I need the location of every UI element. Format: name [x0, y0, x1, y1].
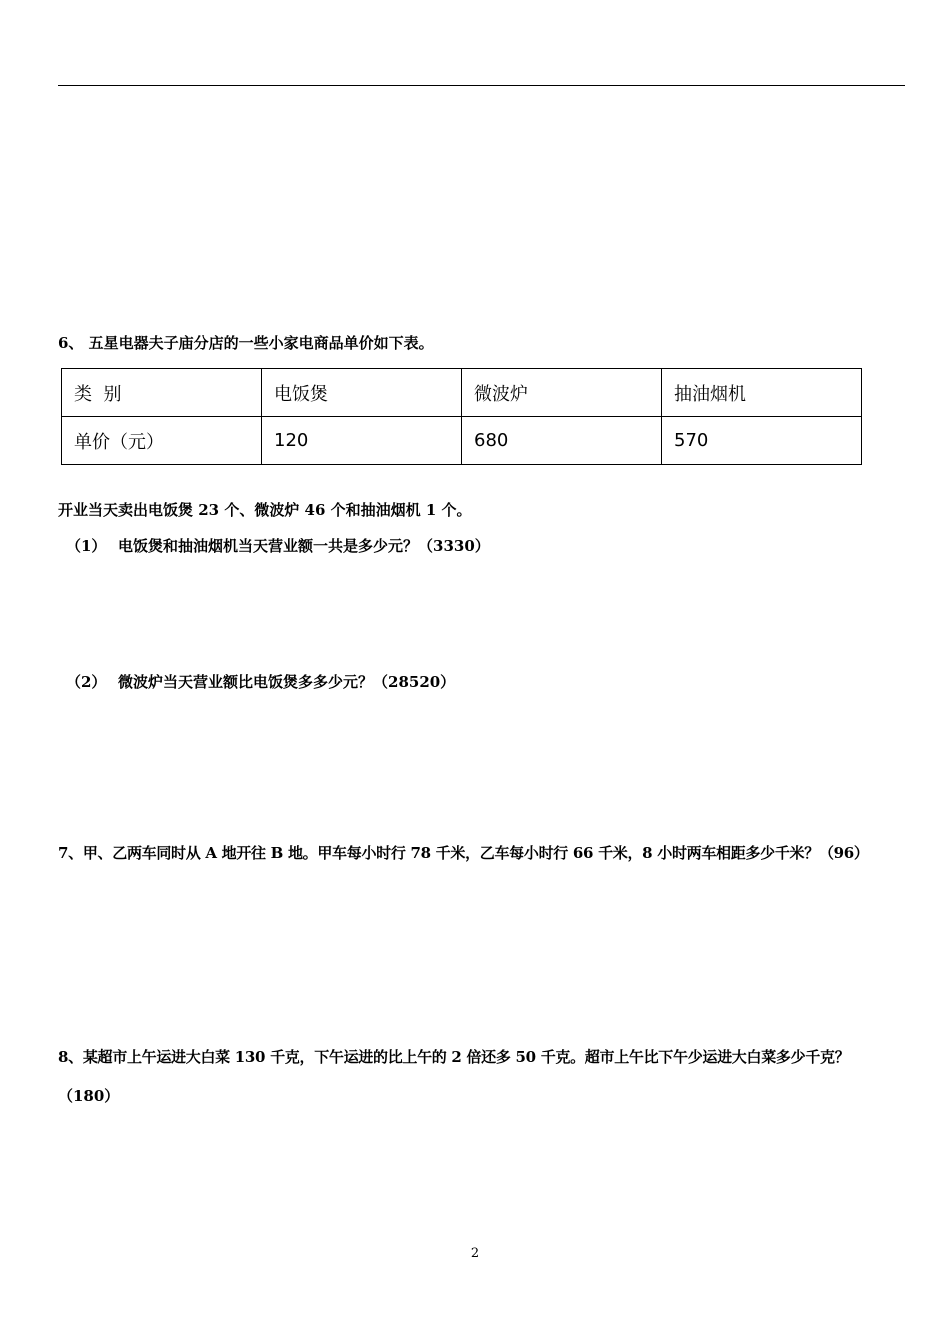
question-6-sub-1: [66, 535, 490, 556]
table-cell: 570: [662, 417, 862, 465]
question-6-sub-2: [66, 671, 455, 692]
question-6-intro: 开业当天卖出电饭煲 23 个、微波炉 46 个和抽油烟机 1 个。: [58, 501, 472, 519]
table-header-cell: 抽油烟机: [662, 369, 862, 417]
question-8-line-1: 8、某超市上午运进大白菜 130 千克，下午运进的比上午的 2 倍还多 50 千克。超市上午比下午少运进大白菜多少千克？: [58, 1048, 850, 1066]
question-6-title: 6、 五星电器夫子庙分店的一些小家电商品单价如下表。: [58, 334, 434, 352]
sub-number: （2）: [66, 673, 107, 691]
sub-number: （1）: [66, 537, 107, 555]
sub-text: 微波炉当天营业额比电饭煲多多少元？（28520）: [118, 673, 456, 691]
sub-text: 电饭煲和抽油烟机当天营业额一共是多少元？（3330）: [118, 537, 490, 555]
table-cell: 120: [262, 417, 462, 465]
table-header-cell: 微波炉: [462, 369, 662, 417]
table-cell: 680: [462, 417, 662, 465]
header-rule: [58, 85, 905, 86]
table-header-row: [62, 369, 862, 417]
table-header-cell: 电饭煲: [262, 369, 462, 417]
question-7: 7、甲、乙两车同时从 A 地开往 B 地。甲车每小时行 78 千米，乙车每小时行 66 千米，8 小时两车相距多少千米？（96）: [58, 844, 869, 862]
price-table: [61, 368, 862, 465]
question-8-line-2: （180）: [58, 1087, 120, 1105]
table-row: [62, 417, 862, 465]
table-header-cell: 类 别: [62, 369, 262, 417]
page-number: 2: [470, 1246, 480, 1261]
table-cell: 单价（元）: [62, 417, 262, 465]
